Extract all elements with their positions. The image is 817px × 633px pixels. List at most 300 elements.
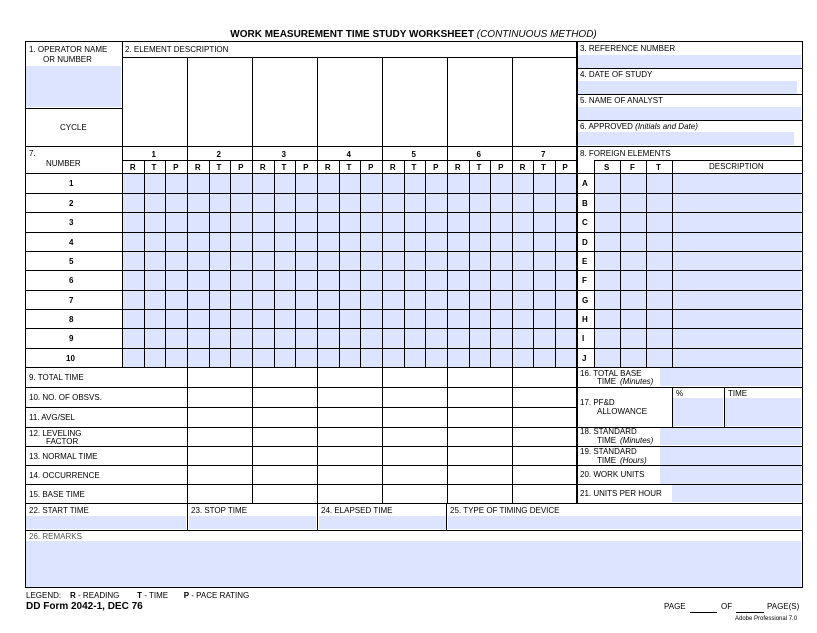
total-entry-cell[interactable] [448,447,512,465]
total-entry-cell[interactable] [448,388,512,407]
element-number-label: 1 [151,150,156,159]
total-entry-cell[interactable] [188,466,252,484]
total-entry-cell[interactable] [188,428,252,446]
time-label: TIME [728,389,748,398]
page-field[interactable] [690,602,717,613]
element-number-label: 3 [281,150,286,159]
total-entry-cell[interactable] [513,368,577,387]
element-desc-field[interactable] [123,57,575,146]
cycle-entry-cell[interactable] [188,329,252,348]
foreign-description-cell[interactable] [673,213,801,232]
operator-label: 1. OPERATOR NAME [29,45,108,54]
units-per-hour-field[interactable] [672,485,801,502]
total-row-line [25,427,576,428]
foreign-entry-cell[interactable] [595,291,672,309]
legend-t-key: T [137,591,143,600]
cycle-entry-cell[interactable] [253,310,317,328]
total-entry-cell[interactable] [188,447,252,465]
row-line [25,328,802,329]
row-line [25,290,802,291]
cycle-number: 6 [69,276,74,285]
total-entry-cell[interactable] [448,485,512,503]
cycle-entry-cell[interactable] [253,194,317,212]
cycle-entry-cell[interactable] [383,213,447,232]
cycle-entry-cell[interactable] [318,329,382,348]
right-row-line [576,465,802,466]
element-desc-underline [122,57,576,58]
total-row-label: 14. OCCURRENCE [29,471,100,480]
cycle-entry-cell[interactable] [448,194,512,212]
remarks-label: 26. REMARKS [29,532,82,541]
rtp-header: T [346,163,352,172]
total-row-line [25,367,576,368]
pfd-percent-field[interactable] [673,398,723,426]
rtp-divider [404,160,405,367]
cycle-entry-cell[interactable] [318,291,382,309]
foreign-entry-cell[interactable] [595,349,672,367]
foreign-description-cell[interactable] [673,233,801,251]
total-entry-cell[interactable] [383,466,447,484]
total-entry-cell[interactable] [253,368,317,387]
analyst-field[interactable] [578,107,801,120]
rtp-divider [165,160,166,367]
standard-minutes-field[interactable] [660,427,801,445]
cycle-entry-cell[interactable] [383,349,447,367]
foreign-letter: I [582,334,585,343]
foreign-divider [672,160,673,367]
bottom-divider [187,503,188,530]
foreign-letter: H [582,315,588,324]
cycle-entry-cell[interactable] [448,252,512,270]
row-line [25,193,802,194]
cycle-entry-cell[interactable] [383,271,447,290]
cycle-entry-cell[interactable] [448,329,512,348]
element-number-label: 7 [541,150,546,159]
frame-right [802,41,803,588]
total-entry-cell[interactable] [318,368,382,387]
date-of-study-label: 4. DATE OF STUDY [580,70,653,79]
totals-bottom [25,503,802,504]
legend-r-key: R [70,591,76,600]
cycle-entry-cell[interactable] [123,271,187,290]
foreign-divider [594,160,595,367]
total-entry-cell[interactable] [318,447,382,465]
standard-hr-label: 19. STANDARD [580,447,637,456]
cycle-entry-cell[interactable] [513,329,577,348]
pfd-label: 17. PF&D [580,398,615,407]
cycle-entry-cell[interactable] [513,252,577,270]
cycle-entry-cell[interactable] [123,233,187,251]
cycle-entry-cell[interactable] [188,349,252,367]
cycle-entry-cell[interactable] [123,349,187,367]
total-row-label: 10. NO. OF OBSVS. [29,393,102,402]
cycle-entry-cell[interactable] [513,213,577,232]
cycle-entry-cell[interactable] [123,329,187,348]
total-entry-cell[interactable] [123,388,187,407]
element-number-label: 4 [346,150,351,159]
total-entry-cell[interactable] [253,408,317,427]
rtp-header: P [303,163,309,172]
cycle-entry-cell[interactable] [448,233,512,251]
legend-r-text: - READING [78,591,120,600]
cycle-entry-cell[interactable] [383,174,447,193]
standard-min-label: 18. STANDARD [580,427,637,436]
element-desc-label: 2. ELEMENT DESCRIPTION [125,45,229,54]
foreign-letter: A [582,179,588,188]
cycle-number: 1 [69,179,74,188]
pfd-label-2: ALLOWANCE [597,407,647,416]
units-per-hour-label: 21. UNITS PER HOUR [580,489,662,498]
cycle-entry-cell[interactable] [383,310,447,328]
foreign-entry-cell[interactable] [595,271,672,290]
total-row-label: 12. LEVELING [29,429,82,438]
rtp-header: R [454,163,461,172]
total-entry-cell[interactable] [253,485,317,503]
element-col-divider [447,57,448,503]
section-divider-7 [25,146,802,147]
foreign-description-cell[interactable] [673,329,801,348]
pfd-divider [724,387,725,427]
foreign-entry-cell[interactable] [595,329,672,348]
total-entry-cell[interactable] [123,408,187,427]
legend [26,591,249,600]
rtp-header: P [433,163,439,172]
legend-p-key: P [183,591,190,600]
ref-number-field[interactable] [578,55,801,68]
start-time-field[interactable] [26,516,186,529]
of-label: OF [721,602,733,611]
row-line [25,212,802,213]
element-col-divider [317,57,318,503]
operator-field[interactable] [26,66,121,107]
rtp-divider [144,160,145,367]
date-field[interactable] [578,81,797,94]
form-title [25,29,802,41]
cycle-entry-cell[interactable] [253,329,317,348]
total-entry-cell[interactable] [383,485,447,503]
cycle-entry-cell[interactable] [513,271,577,290]
cycle-entry-cell[interactable] [253,252,317,270]
rtp-header: P [238,163,244,172]
foreign-description-cell[interactable] [673,349,801,367]
total-row-line [25,387,576,388]
total-base-time-field[interactable] [660,368,801,386]
total-row-label: 9. TOTAL TIME [29,373,84,382]
cycle-entry-cell[interactable] [188,271,252,290]
total-row-label: 15. BASE TIME [29,490,85,499]
description-label: DESCRIPTION [709,162,764,171]
cycle-number: 3 [69,218,74,227]
total-entry-cell[interactable] [318,388,382,407]
cycle-entry-cell[interactable] [188,174,252,193]
total-entry-cell[interactable] [513,466,577,484]
cycle-entry-cell[interactable] [253,291,317,309]
standard-min-label-3: (Minutes) [620,436,654,445]
page-label: PAGE [664,602,686,611]
foreign-letter: E [582,257,588,266]
foreign-entry-cell[interactable] [595,310,672,328]
row-line [25,348,802,349]
cycle-entry-cell[interactable] [253,349,317,367]
total-row-label: 11. AVG/SEL [29,413,75,422]
cycle-entry-cell[interactable] [123,174,187,193]
total-entry-cell[interactable] [318,408,382,427]
row-line [25,270,802,271]
total-entry-cell[interactable] [123,485,187,503]
standard-hr-label-2: TIME [597,456,617,465]
total-entry-cell[interactable] [448,428,512,446]
cycle-number: 2 [69,199,74,208]
foreign-description-cell[interactable] [673,252,801,270]
cycle-entry-cell[interactable] [123,291,187,309]
foreign-description-cell[interactable] [673,310,801,328]
total-entry-cell[interactable] [513,428,577,446]
element-col-divider [512,57,513,503]
standard-hours-field[interactable] [660,447,801,465]
approved-field[interactable] [578,132,794,145]
cycle-entry-cell[interactable] [448,310,512,328]
total-entry-cell[interactable] [253,466,317,484]
total-entry-cell[interactable] [123,466,187,484]
cycle-entry-cell[interactable] [318,194,382,212]
right-row-line [576,484,802,485]
foreign-entry-cell[interactable] [595,213,672,232]
total-entry-cell[interactable] [513,447,577,465]
total-entry-cell[interactable] [513,388,577,407]
cycle-entry-cell[interactable] [448,291,512,309]
mid-divider [576,41,578,503]
foreign-divider [646,160,647,367]
cycle-entry-cell[interactable] [253,233,317,251]
cycle-entry-cell[interactable] [318,310,382,328]
row-line [25,173,802,174]
cycle-entry-cell[interactable] [318,271,382,290]
element-number-label: 2 [216,150,221,159]
cycle-entry-cell[interactable] [448,213,512,232]
rtp-divider [230,160,231,367]
bottom-divider [446,503,447,530]
standard-min-label-2: TIME [597,436,617,445]
rtp-top [122,160,576,161]
cycle-entry-cell[interactable] [383,233,447,251]
rtp-divider [274,160,275,367]
cycle-entry-cell[interactable] [318,213,382,232]
total-entry-cell[interactable] [383,388,447,407]
total-entry-cell[interactable] [123,447,187,465]
cycle-entry-cell[interactable] [513,174,577,193]
rtp-header: P [173,163,179,172]
foreign-description-cell[interactable] [673,194,801,212]
total-entry-cell[interactable] [123,368,187,387]
standard-hr-label-3: (Hours) [620,456,647,465]
total-base-label-2: TIME [597,377,617,386]
total-entry-cell[interactable] [123,428,187,446]
cycle-entry-cell[interactable] [318,174,382,193]
cycle-entry-cell[interactable] [123,252,187,270]
rtp-header: R [259,163,266,172]
foreign-letter: G [582,296,589,305]
cycle-entry-cell[interactable] [253,271,317,290]
row-line [25,309,802,310]
rtp-header: T [281,163,287,172]
right-divider [576,120,802,121]
total-row-line [25,484,576,485]
cycle-number: 9 [69,334,74,343]
foreign-description-cell[interactable] [673,271,801,290]
total-entry-cell[interactable] [318,485,382,503]
total-entry-cell[interactable] [383,447,447,465]
stop-time-field[interactable] [189,516,316,529]
total-entry-cell[interactable] [318,466,382,484]
foreign-entry-cell[interactable] [595,194,672,212]
cycle-entry-cell[interactable] [188,252,252,270]
foreign-entry-cell[interactable] [595,252,672,270]
cycle-entry-cell[interactable] [188,310,252,328]
rtp-divider [360,160,361,367]
rtp-header: T [541,163,546,172]
adobe-note: Adobe Professional 7.0 [735,616,798,622]
total-base-label-3: (Minutes) [620,377,654,386]
cycle-number: 4 [69,238,74,247]
rtp-divider [555,160,556,367]
rtp-header: P [562,163,568,172]
total-entry-cell[interactable] [188,408,252,427]
total-entry-cell[interactable] [383,368,447,387]
pages-field[interactable] [736,602,764,613]
cycle-entry-cell[interactable] [383,329,447,348]
right-divider [576,68,802,69]
rtp-header: R [324,163,331,172]
percent-label: % [676,389,684,398]
cycle-entry-cell[interactable] [318,252,382,270]
foreign-letter: J [582,354,587,363]
cycle-entry-cell[interactable] [513,310,577,328]
cycle-number: 7 [69,296,74,305]
total-base-label: 16. TOTAL BASE [580,369,642,378]
cycle-entry-cell[interactable] [383,252,447,270]
sft-top [594,160,802,161]
total-entry-cell[interactable] [513,485,577,503]
bottom-divider [317,503,318,530]
cycle-entry-cell[interactable] [188,213,252,232]
cycle-entry-cell[interactable] [253,174,317,193]
analyst-label: 5. NAME OF ANALYST [580,96,663,105]
foreign-entry-cell[interactable] [595,233,672,251]
sft-header: S [604,163,610,172]
timing-device-label: 25. TYPE OF TIMING DEVICE [450,506,560,515]
total-entry-cell[interactable] [253,447,317,465]
work-units-field[interactable] [660,466,801,484]
rtp-header: R [129,163,136,172]
rtp-header: T [411,163,417,172]
col-divider [122,41,123,367]
approved-label [580,122,698,131]
total-row-label-2: FACTOR [46,437,79,446]
rtp-divider [469,160,470,367]
rtp-divider [533,160,534,367]
cycle-entry-cell[interactable] [448,349,512,367]
cycle-entry-cell[interactable] [383,291,447,309]
cycle-entry-cell[interactable] [188,233,252,251]
foreign-elements-label: 8. FOREIGN ELEMENTS [580,149,671,158]
total-entry-cell[interactable] [448,408,512,427]
total-row-line [25,407,576,408]
total-entry-cell[interactable] [383,428,447,446]
total-entry-cell[interactable] [188,368,252,387]
frame-left [25,41,26,588]
operator-divider [25,108,122,109]
total-entry-cell[interactable] [188,388,252,407]
cycle-number: 8 [69,315,74,324]
cycle-entry-cell[interactable] [448,174,512,193]
cycle-entry-cell[interactable] [123,194,187,212]
cycle-entry-cell[interactable] [513,194,577,212]
bottom-row-line [25,530,802,531]
legend-t-text: - TIME [144,591,169,600]
elapsed-time-field[interactable] [319,516,446,529]
timing-device-field[interactable] [448,516,801,529]
work-units-label: 20. WORK UNITS [580,470,645,479]
total-entry-cell[interactable] [383,408,447,427]
cycle-entry-cell[interactable] [513,233,577,251]
foreign-entry-cell[interactable] [595,174,672,193]
cycle-entry-cell[interactable] [383,194,447,212]
total-entry-cell[interactable] [513,408,577,427]
element-number-label: 5 [411,150,416,159]
cycle-field[interactable] [26,133,121,146]
ref-number-label: 3. REFERENCE NUMBER [580,44,676,53]
row-line [25,232,802,233]
foreign-letter: F [582,276,587,285]
cycle-entry-cell[interactable] [188,194,252,212]
foreign-letter: D [582,238,588,247]
pfd-divider [672,387,673,427]
elapsed-time-label: 24. ELAPSED TIME [321,506,393,515]
total-row-line [25,465,576,466]
cycle-entry-cell[interactable] [513,291,577,309]
rtp-divider [490,160,491,367]
foreign-divider [620,160,621,367]
legend-p-text: - PACE RATING [191,591,250,600]
cycle-entry-cell[interactable] [513,349,577,367]
remarks-field[interactable] [26,541,801,587]
cycle-entry-cell[interactable] [253,213,317,232]
right-row-line [576,367,802,368]
stop-time-label: 23. STOP TIME [191,506,248,515]
cycle-entry-cell[interactable] [448,271,512,290]
total-entry-cell[interactable] [448,466,512,484]
pfd-time-field[interactable] [725,398,801,426]
foreign-description-cell[interactable] [673,291,801,309]
cycle-entry-cell[interactable] [123,310,187,328]
sft-header: T [656,163,661,172]
total-entry-cell[interactable] [188,485,252,503]
cycle-entry-cell[interactable] [188,291,252,309]
cycle-entry-cell[interactable] [318,233,382,251]
cycle-label: CYCLE [60,123,87,132]
form-number: DD Form 2042-1, DEC 76 [26,601,143,612]
foreign-description-cell[interactable] [673,174,801,193]
total-entry-cell[interactable] [448,368,512,387]
total-entry-cell[interactable] [253,428,317,446]
frame-top [25,41,802,42]
total-entry-cell[interactable] [318,428,382,446]
cycle-number: 10 [66,354,75,363]
cycle-entry-cell[interactable] [123,213,187,232]
cycle-entry-cell[interactable] [318,349,382,367]
right-divider [576,94,802,95]
total-entry-cell[interactable] [253,388,317,407]
